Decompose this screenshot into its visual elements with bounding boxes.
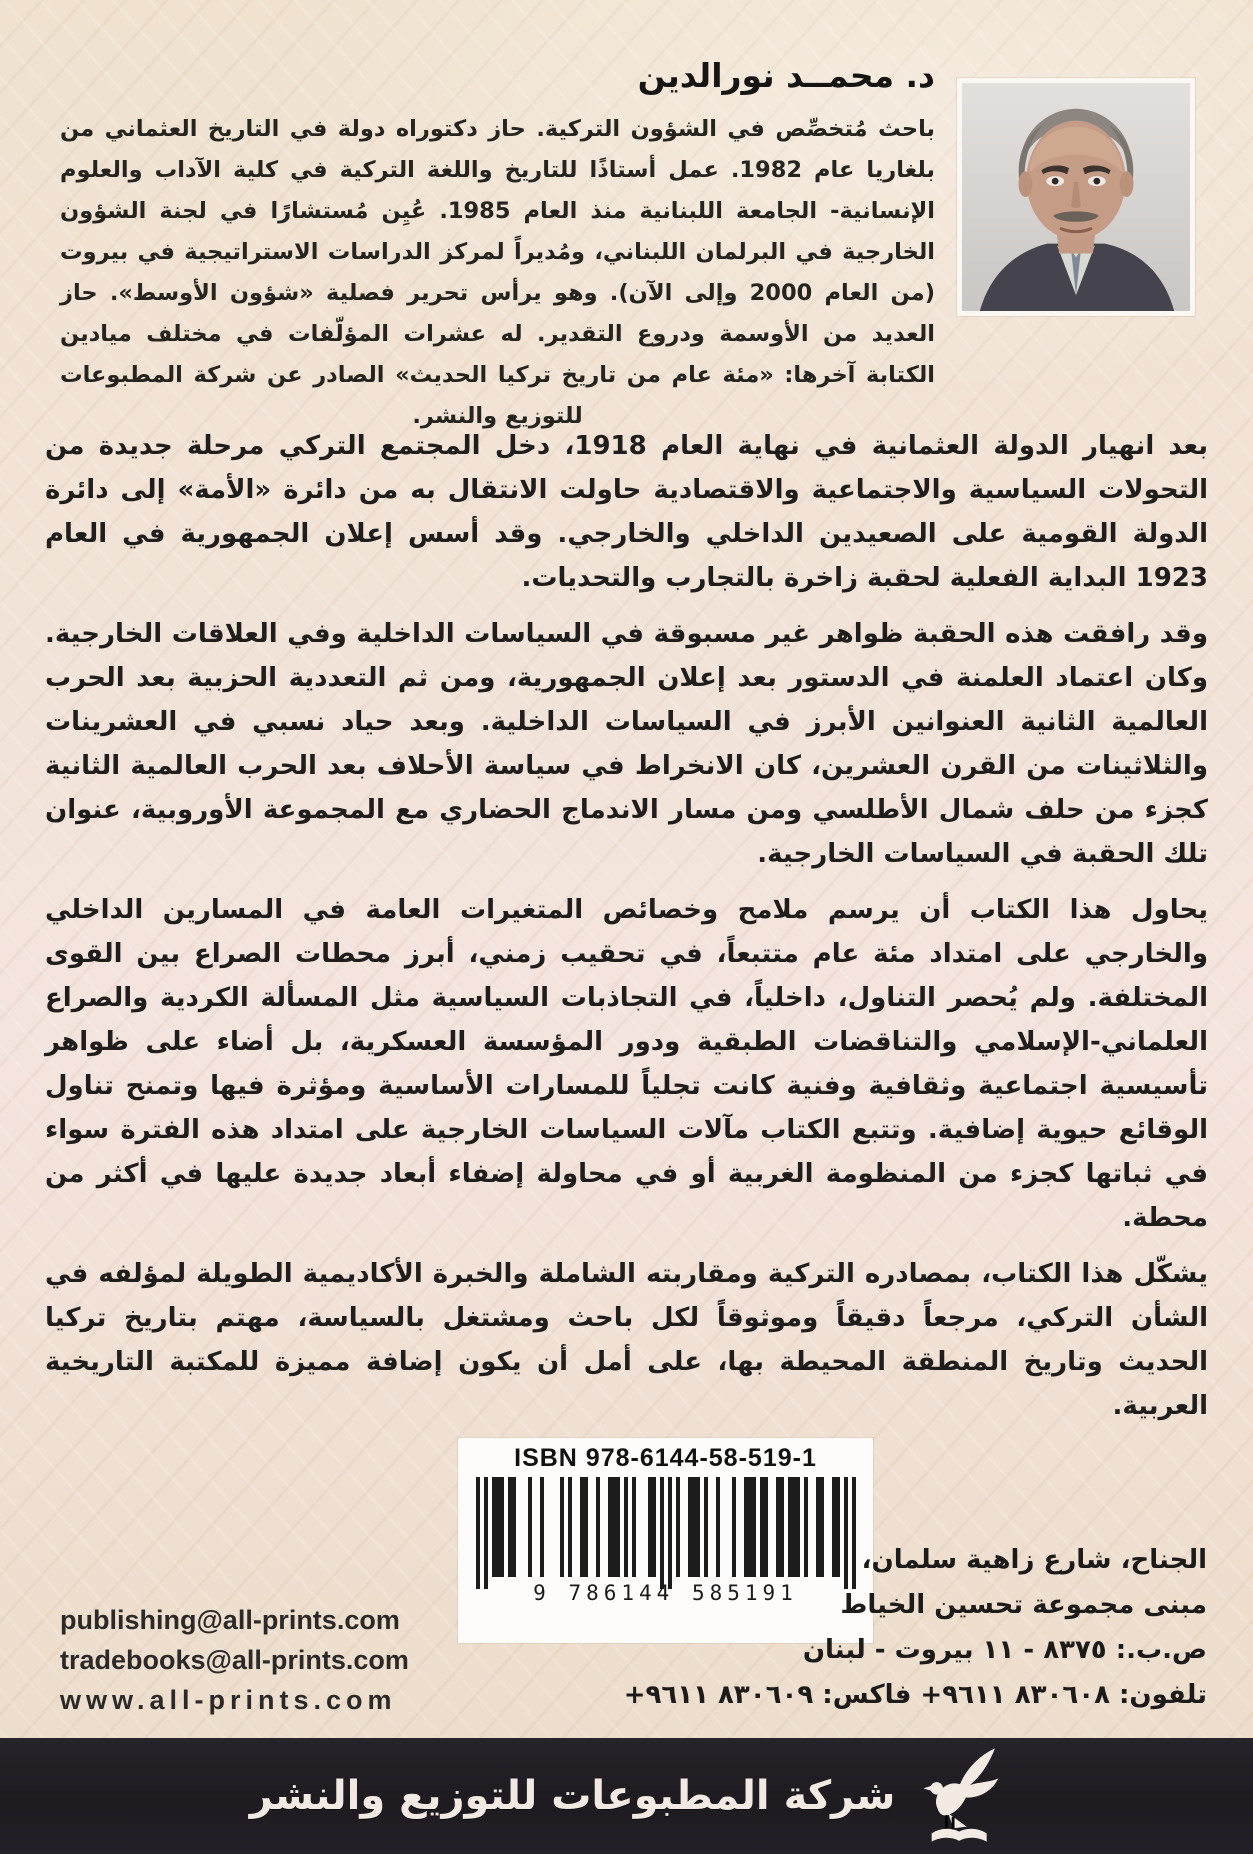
barcode-digits: 9 786144 585191 (533, 1581, 798, 1605)
blurb-paragraph-1: بعد انهيار الدولة العثمانية في نهاية العام 1918، دخل المجتمع التركي مرحلة جديدة من التحولات السياسية والاجتماعية والاقتصادية حاولت الانتقال به من دائرة «الأمة» إلى دائرة الدولة القومية على الصعيدين الداخلي والخارجي. وقد أسس إعلان الجمهورية في العام 1923 البداية الفعلية لحقبة زاخرة بالتجارب والتحديات. (45, 431, 1208, 593)
author-name: د. محمــد نورالدين (637, 56, 935, 95)
author-bio: باحث مُتخصِّص في الشؤون التركية. حاز دكتوراه دولة في التاريخ العثماني من بلغاريا عام 1982. عمل أستاذًا للتاريخ واللغة التركية في كلية الآداب والعلوم الإنسانية- الجامعة اللبنانية منذ العام 1985. عُيِن مُستشارًا في لجنة الشؤون الخارجية في البرلمان اللبناني، ومُديراً لمركز الدراسات الاستراتيجية في بيروت (من العام 2000 وإلى الآن). وهو يرأس تحرير فصلية «شؤون الأوسط». حاز العديد من الأوسمة ودروع التقدير. له عشرات المؤلّفات في مختلف ميادين الكتابة آخرها: «مئة عام من تاريخ تركيا الحديث» الصادر عن شركة المطبوعات للتوزيع والنشر. (60, 116, 935, 429)
email-tradebooks: tradebooks@all-prints.com (60, 1645, 409, 1675)
author-portrait-illustration (962, 83, 1190, 311)
isbn-label: ISBN 978-6144-58-519-1 (514, 1444, 817, 1472)
address-line-2: مبنى مجموعة تحسين الخياط (840, 1590, 1207, 1620)
author-section (60, 56, 935, 437)
address-line-4: تلفون: ٨٣٠٦٠٨ ٩٦١١+ فاكس: ٨٣٠٦٠٩ ٩٦١١+ (623, 1680, 1207, 1710)
book-blurb (45, 424, 1208, 1440)
email-publishing: publishing@all-prints.com (60, 1605, 400, 1635)
bird-on-book-logo-icon (917, 1745, 1003, 1845)
publisher-name: شركة المطبوعات للتوزيع والنشر (249, 1773, 896, 1819)
publisher-footer (0, 1738, 1253, 1854)
author-photo (957, 78, 1195, 316)
blurb-paragraph-2: وقد رافقت هذه الحقبة ظواهر غير مسبوقة في السياسات الداخلية وفي العلاقات الخارجية. وكان اعتماد العلمنة في الدستور بعد إعلان الجمهورية، ومن ثم التعددية الحزبية بعد الحرب العالمية الثانية العنوانين الأبرز في السياسات الداخلية. وبعد حياد نسبي في العشرينات والثلاثينات من القرن العشرين، كان الانخراط في سياسة الأحلاف بعد الحرب العالمية الثانية كجزء من حلف شمال الأطلسي ومن مسار الاندماج الحضاري مع المجموعة الأوروبية، عنوان تلك الحقبة في السياسات الخارجية. (45, 619, 1208, 869)
website-url: www.all-prints.com (60, 1685, 397, 1715)
address-line-3: ص.ب.: ٨٣٧٥ - ١١ بيروت - لبنان (802, 1635, 1207, 1665)
contact-emails (60, 1600, 409, 1720)
publisher-address (624, 1538, 1207, 1718)
blurb-paragraph-4: يشكّل هذا الكتاب، بمصادره التركية ومقاربته الشاملة والخبرة الأكاديمية الطويلة لمؤلفه في الشأن التركي، مرجعاً دقيقاً وموثوقاً لكل باحث ومشتغل بالسياسة، مهتم بتاريخ تركيا الحديث وتاريخ المنطقة المحيطة بها، على أمل أن يكون إضافة مميزة للمكتبة التاريخية العربية. (45, 1259, 1208, 1421)
blurb-paragraph-3: يحاول هذا الكتاب أن يرسم ملامح وخصائص المتغيرات العامة في المسارين الداخلي والخارجي على امتداد مئة عام متتبعاً، في تحقيب زمني، أبرز محطات الصراع بين القوى المختلفة. ولم يُحصر التناول، داخلياً، في التجاذبات السياسية مثل المسألة الكردية والصراع العلماني-الإسلامي والتناقضات الطبقية ودور المؤسسة العسكرية، بل أضاء على ظواهر تأسيسية اجتماعية وثقافية وفنية كانت تجلياً للمسارات الأساسية ومؤثرة فيها وتمنح تناول الوقائع حيوية إضافية. وتتبع الكتاب مآلات السياسات الخارجية على امتداد هذه الفترة سواء في ثباتها كجزء من المنظومة الغربية أو في محاولة إضفاء أبعاد جديدة عليها في أكثر من محطة. (45, 895, 1208, 1233)
address-line-1: الجناح، شارع زاهية سلمان، (861, 1545, 1207, 1575)
